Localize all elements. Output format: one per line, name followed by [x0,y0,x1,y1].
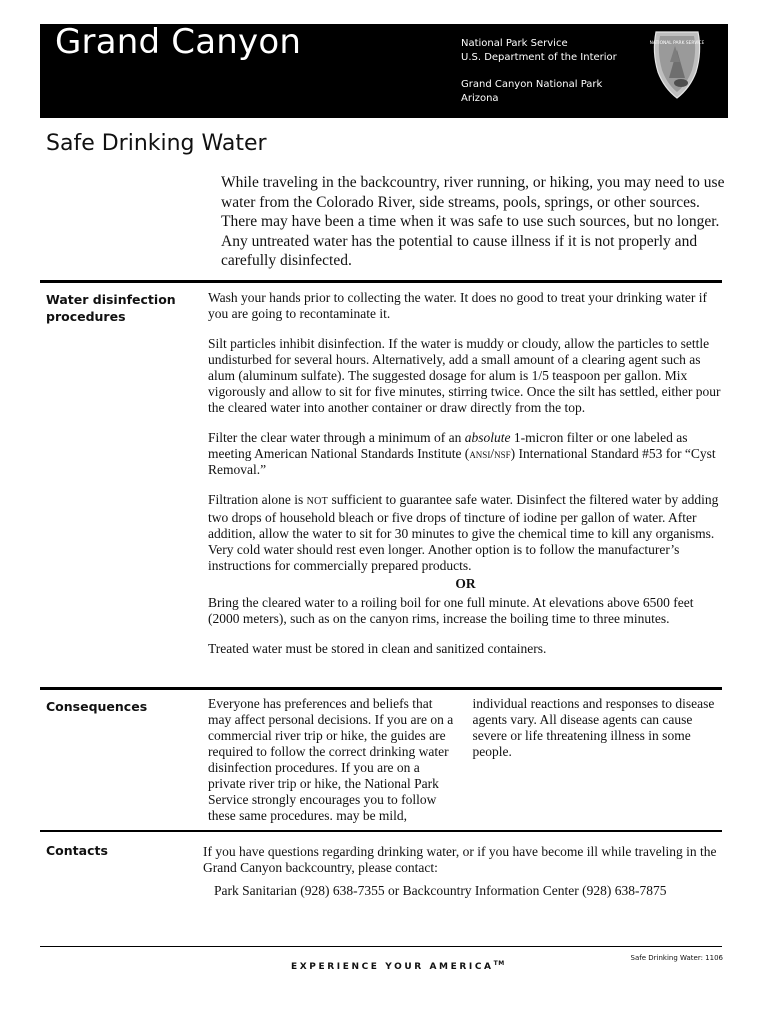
procedures-body [208,290,723,671]
agency-block [461,37,617,65]
procedure-paragraph-storage: Treated water must be stored in clean and sanitized containers. [208,641,547,656]
procedure-paragraph-hands: Wash your hands prior to collecting the water. It does no good to treat your drinking water if you are going to recontaminate it. [208,290,708,321]
or-separator: OR [455,576,476,591]
procedure-paragraph-filter: Filter the clear water through a minimum of an absolute 1-micron filter or one labeled as meeting American National Standards Institute (ansi/nsf) International Standard #53 for “Cyst Removal.” [208,430,716,477]
procedure-paragraph-silt: Silt particles inhibit disinfection. If the water is muddy or cloudy, allow the particles to settle undisturbed for several hours. Alternatively, add a small amount of a clearing agent such as alum (aluminum sulfate). The suggested dosage for alum is 1/5 teaspoon per gallon. Mix vigorously and allow to sit for five minutes, stirring twice. Once the silt has settled, either pour the cleared water into another container or draw directly from the top. [208,336,721,415]
contact-phone-line: Park Sanitarian (928) 638-7355 or Backcountry Information Center (928) 638-7875 [214,883,667,898]
section-label-water-disinfection: Water disinfection procedures [46,292,176,324]
not-emphasis: NOT [306,496,329,507]
footer-reference: Safe Drinking Water: 1106 [630,954,723,962]
footer-tagline: EXPERIENCE YOUR AMERICA™ [291,960,505,972]
section-label-consequences: Consequences [46,699,148,714]
footer-divider [40,946,722,947]
procedure-paragraph-boil: Bring the cleared water to a roiling boil for one full minute. At elevations above 6500 feet (2000 meters), such as on the canyon rims, increase the boiling time to three minutes. [208,595,694,626]
absolute-emphasis: absolute [464,430,511,445]
section-divider [40,280,722,283]
page-title: Safe Drinking Water [46,131,267,156]
nps-arrowhead-icon [650,28,704,100]
procedure-paragraph-chemical: Filtration alone is NOT sufficient to guarantee safe water. Disinfect the filtered water by adding two drops of household bleach or five drops of tincture of iodine per gallon of water. After addition, allow the water to sit for 30 minutes to give the chemical time to kill any organisms. Very cold water should rest even longer. Another option is to follow the manufacturer’s instructions for commercially prepared products. [208,492,719,573]
park-state: Arizona [461,93,499,104]
contacts-body: If you have questions regarding drinking water, or if you have become ill while traveling in the Grand Canyon backcountry, please contact: [203,844,717,875]
park-name: Grand Canyon National Park [461,79,603,90]
section-divider [40,687,722,690]
header-banner [40,24,728,118]
section-divider [40,830,722,832]
site-title: Grand Canyon [55,22,302,62]
ansi-nsf-abbrev: ansi/nsf [469,446,511,461]
intro-paragraph: While traveling in the backcountry, river running, or hiking, you may need to use water from the Colorado River, side streams, pools, springs, or other sources. There may have been a time when it was safe to use such sources, but no longer. Any untreated water has the potential to cause illness if it is not properly and carefully disinfected. [221,174,725,270]
department-name: U.S. Department of the Interior [461,52,617,63]
park-block [461,78,602,106]
agency-name: National Park Service [461,38,568,49]
section-label-contacts: Contacts [46,843,108,858]
consequences-body: Everyone has preferences and beliefs that may affect personal decisions. If you are on a commercial river trip or hike, the guides are required to follow the correct drinking water disinfection procedures. If you are on a private river trip or hike, the National Park Service strongly encourages you to follow these same procedures. may be mild, individual reactions and responses to disease agents vary. All disease agents can cause severe or life threatening illness in some people. [208,696,715,823]
trademark-mark: TM [493,960,505,967]
emblem-text: NATIONAL PARK SERVICE [650,41,704,46]
